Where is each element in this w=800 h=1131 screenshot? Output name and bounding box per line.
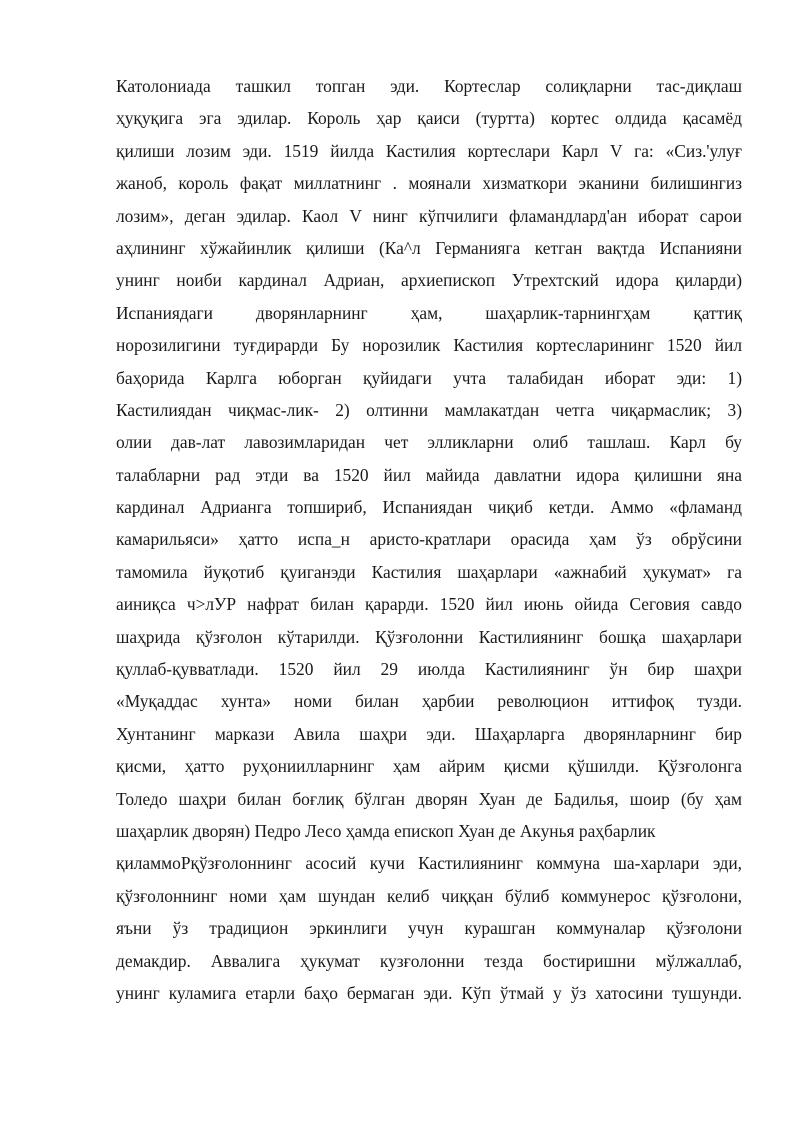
text-line-6: аҳлининг хўжайинлик қилиши (Ка^л Германияга кетган вақтда Испанияни <box>116 237 742 258</box>
text-line-13: талабларни рад этди ва 1520 йил майида давлатни идора қилишни яна <box>116 464 742 485</box>
text-line-18: шаҳрида қўзғолон кўтарилди. Қўзғолонни Кастилиянинг бошқа шаҳарлари <box>116 626 742 647</box>
body-text <box>116 70 742 1009</box>
text-line-12: олии дав-лат лавозимларидан чет элликларни олиб ташлаш. Карл бу <box>116 432 742 453</box>
text-line-26: қўзғолоннинг номи ҳам шундан келиб чиққан бўлиб коммунерос қўзғолони, <box>116 885 742 906</box>
text-line-1: Католониада ташкил топган эди. Кортеслар солиқларни тас-диқлаш <box>116 76 742 96</box>
text-line-8: Испаниядаги дворянларнинг ҳам, шаҳарлик-тарнингҳам қаттиқ <box>116 302 742 323</box>
text-line-19: қуллаб-қувватлади. 1520 йил 29 июлда Кастилиянинг ўн бир шаҳри <box>116 659 742 680</box>
text-line-29: унинг куламига етарли баҳо бермаган эди. Кўп ўтмай у ўз хатосини тушунди. <box>116 982 742 1003</box>
text-line-23: Толедо шаҳри билан боғлиқ бўлган дворян Хуан де Бадилья, шоир (бу ҳам <box>116 788 742 809</box>
text-line-4: жаноб, король фақат миллатнинг . моянали хизматкори эканини билишингиз <box>116 173 742 194</box>
text-line-28: демакдир. Аввалига ҳукумат кузғолонни тезда бостиришни мўлжаллаб, <box>116 950 742 971</box>
text-line-14: кардинал Адрианга топшириб, Испаниядан чиқиб кетди. Аммо «фламанд <box>116 497 742 518</box>
text-line-21: Хунтанинг маркази Авила шаҳри эди. Шаҳарларга дворянларнинг бир <box>116 723 742 744</box>
text-line-3: қилиши лозим эди. 1519 йилда Кастилия кортеслари Карл V га: «Сиз.'улуғ <box>116 140 742 161</box>
text-line-25: қиламмоРқўзғолоннинг асосий кучи Кастилиянинг коммуна ша-харлари эди, <box>116 853 742 874</box>
text-line-15: камарильяси» ҳатто испа_н аристо-кратлари орасида ҳам ўз обрўсини <box>116 529 742 550</box>
text-line-10: баҳорида Карлга юборган қуйидаги учта талабидан иборат эди: 1) <box>116 367 742 388</box>
text-line-16: тамомила йуқотиб қуиганэди Кастилия шаҳарлари «ажнабий ҳукумат» га <box>116 561 742 582</box>
text-line-5: лозим», деган эдилар. Каол V нинг кўпчилиги фламандлард'ан иборат сарои <box>116 205 742 226</box>
text-line-20: «Муқаддас хунта» номи билан ҳарбии революцион иттифоқ тузди. <box>116 691 742 712</box>
text-line-2: ҳуқуқига эга эдилар. Король ҳар қаиси (туртта) кортес олдида қасамёд <box>116 108 742 129</box>
text-line-11: Кастилиядан чиқмас-лик- 2) олтинни мамлакатдан четга чиқармаслик; 3) <box>116 399 742 420</box>
text-line-24: шаҳарлик дворян) Педро Лесо ҳамда епископ Хуан де Акунья раҳбарлик <box>116 820 656 841</box>
text-line-27: яъни ўз традицион эркинлиги учун курашган коммуналар қўзғолони <box>116 918 742 939</box>
text-line-9: норозилигини туғдирарди Бу норозилик Кастилия кортесларининг 1520 йил <box>116 335 742 356</box>
text-line-17: аиниқса ч>лУР нафрат билан қарарди. 1520 йил июнь ойида Сеговия савдо <box>116 594 742 615</box>
text-line-22: қисми, ҳатто руҳониилларнинг ҳам айрим қисми қўшилди. Қўзғолонга <box>116 756 742 777</box>
text-line-7: унинг ноиби кардинал Адриан, архиепископ Утрехтский идора қиларди) <box>116 270 742 291</box>
